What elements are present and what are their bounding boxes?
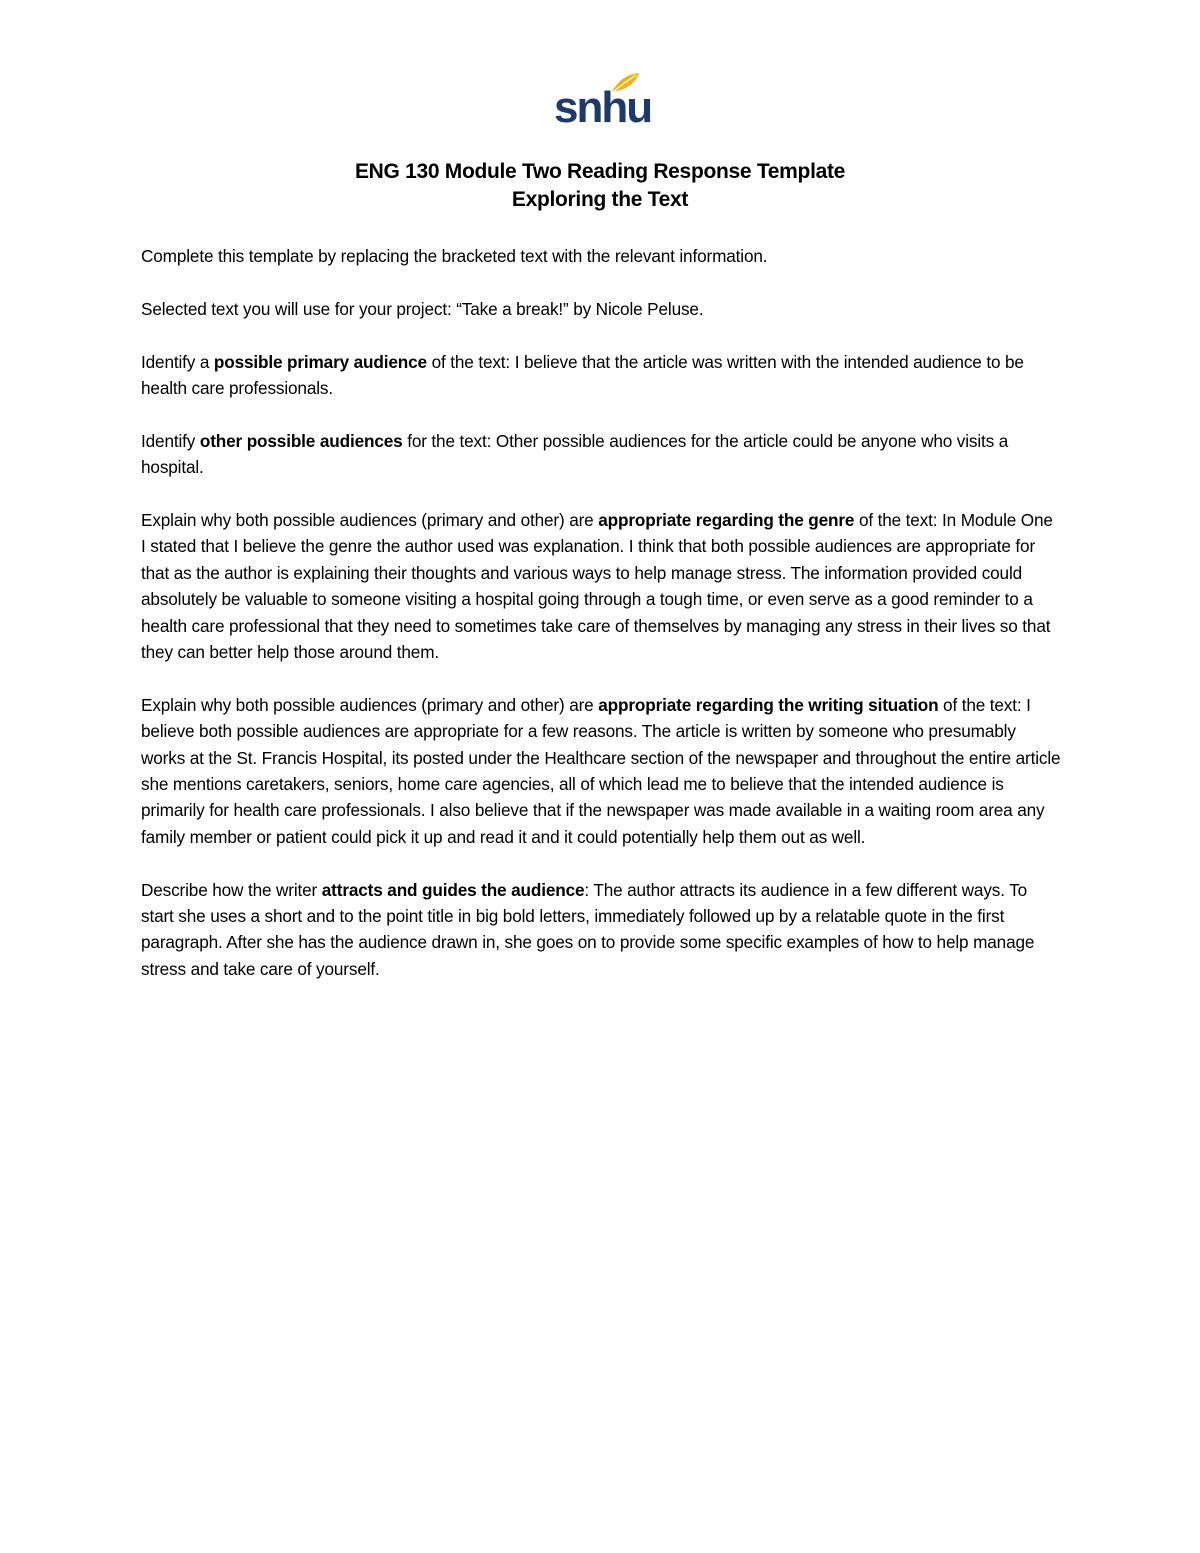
primary-audience-answer: I believe that the article was written with the intended audience to be health care professionals. bbox=[141, 351, 1024, 398]
other-audiences-suffix: for the text: bbox=[402, 430, 496, 451]
primary-audience-prefix: Identify a bbox=[141, 351, 214, 372]
snhu-logo bbox=[552, 72, 652, 134]
genre-prefix: Explain why both possible audiences (primary and other) are bbox=[141, 510, 599, 530]
genre-paragraph bbox=[141, 507, 1061, 665]
other-audiences-paragraph bbox=[141, 428, 1061, 481]
genre-suffix: of the text: bbox=[854, 510, 943, 530]
attracts-paragraph bbox=[141, 877, 1061, 983]
attracts-suffix: : bbox=[584, 879, 594, 900]
primary-audience-suffix: of the text: bbox=[426, 351, 515, 372]
selected-text-label: Selected text you will use for your project: bbox=[141, 298, 457, 319]
title-line-2: Exploring the Text bbox=[511, 188, 689, 211]
attracts-prefix: Describe how the writer bbox=[141, 879, 322, 900]
other-audiences-bold: other possible audiences bbox=[199, 430, 403, 451]
writing-situation-bold: appropriate regarding the writing situation bbox=[598, 694, 939, 715]
primary-audience-bold: possible primary audience bbox=[213, 351, 427, 372]
instructions-paragraph bbox=[141, 243, 1061, 269]
writing-situation-prefix: Explain why both possible audiences (primary and other) are bbox=[141, 694, 599, 715]
writing-situation-answer: I believe both possible audiences are appropriate for a few reasons. The article is written by someone who presumably works at the St. Francis Hospital, its posted under the Healthcare section of the newspaper and throughout the entire article she mentions caretakers, seniors, home care agencies, all of which lead me to believe that the intended audience is primarily for health care professionals. I also believe that if the newspaper was made available in a waiting room area any family member or patient could pick it up and read it and it could potentially help them out as well. bbox=[141, 694, 1061, 847]
selected-text-paragraph bbox=[141, 296, 1061, 322]
other-audiences-answer: Other possible audiences for the article could be anyone who visits a hospital. bbox=[141, 430, 1009, 478]
title-line-1: ENG 130 Module Two Reading Response Template bbox=[354, 160, 846, 183]
other-audiences-prefix: Identify bbox=[141, 430, 200, 451]
logo-wordmark: snhu bbox=[554, 83, 652, 132]
attracts-answer: The author attracts its audience in a few different ways. To start she uses a short and to the point title in big bold letters, immediately followed up by a relatable quote in the first paragraph. After she has the audience drawn in, she goes on to provide some specific examples of how to help manage stress and take care of yourself. bbox=[141, 879, 1035, 979]
document-body bbox=[141, 243, 1061, 1009]
genre-answer: In Module One I stated that I believe the genre the author used was explanation. I think that both possible audiences are appropriate for that as the author is explaining their thoughts and various ways to help manage stress. The information provided could absolutely be valuable to someone visiting a hospital going through a tough time, or even serve as a good reminder to a health care professional that they need to sometimes take care of themselves by managing any stress in their lives so that they can better help those around them. bbox=[141, 510, 1053, 663]
primary-audience-paragraph bbox=[141, 349, 1061, 402]
writing-situation-suffix: of the text: bbox=[938, 694, 1027, 715]
writing-situation-paragraph bbox=[141, 692, 1061, 850]
instructions-text: Complete this template by replacing the bracketed text with the relevant information. bbox=[141, 246, 768, 266]
selected-text-value: “Take a break!” by Nicole Peluse. bbox=[456, 298, 704, 319]
genre-bold: appropriate regarding the genre bbox=[598, 510, 855, 530]
document-title bbox=[0, 158, 1200, 214]
attracts-bold: attracts and guides the audience bbox=[321, 879, 585, 900]
